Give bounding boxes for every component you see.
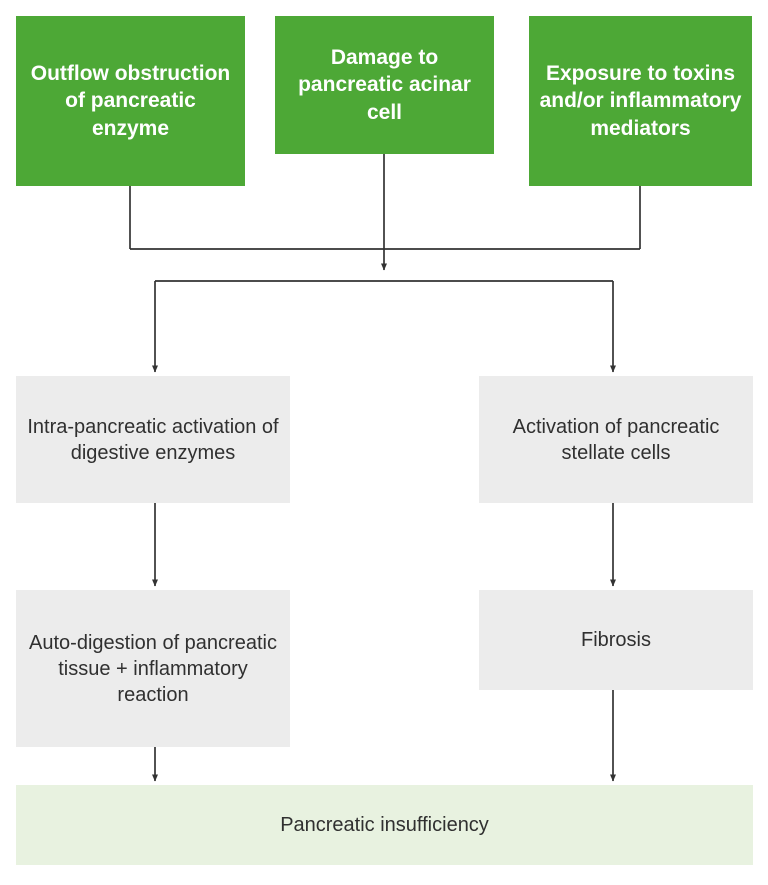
node-stellate-cell-activation-label: Activation of pancreatic stellate cells: [512, 415, 720, 464]
node-acinar-cell-damage-label: Damage to pancreatic acinar cell: [298, 46, 471, 124]
node-stellate-cell-activation: [479, 376, 753, 503]
node-intrapancreatic-activation: [16, 376, 290, 503]
node-fibrosis-label: Fibrosis: [580, 629, 651, 651]
node-acinar-cell-damage: [275, 16, 494, 154]
node-intrapancreatic-activation-label: Intra-pancreatic activation of digestive enzymes: [27, 415, 279, 464]
node-outflow-obstruction: [16, 16, 245, 186]
node-pancreatic-insufficiency-label: Pancreatic insufficiency: [280, 814, 489, 836]
node-pancreatic-insufficiency: [16, 785, 753, 865]
node-fibrosis: [479, 590, 753, 690]
node-outflow-obstruction-label: Outflow obstruction of pancreatic enzyme: [30, 62, 231, 140]
node-toxin-exposure: [529, 16, 752, 186]
node-autodigestion: [16, 590, 290, 747]
node-toxin-exposure-label: Exposure to toxins and/or inflammatory mediators: [539, 62, 742, 140]
node-autodigestion-label: Auto-digestion of pancreatic tissue + inflammatory reaction: [29, 631, 277, 706]
